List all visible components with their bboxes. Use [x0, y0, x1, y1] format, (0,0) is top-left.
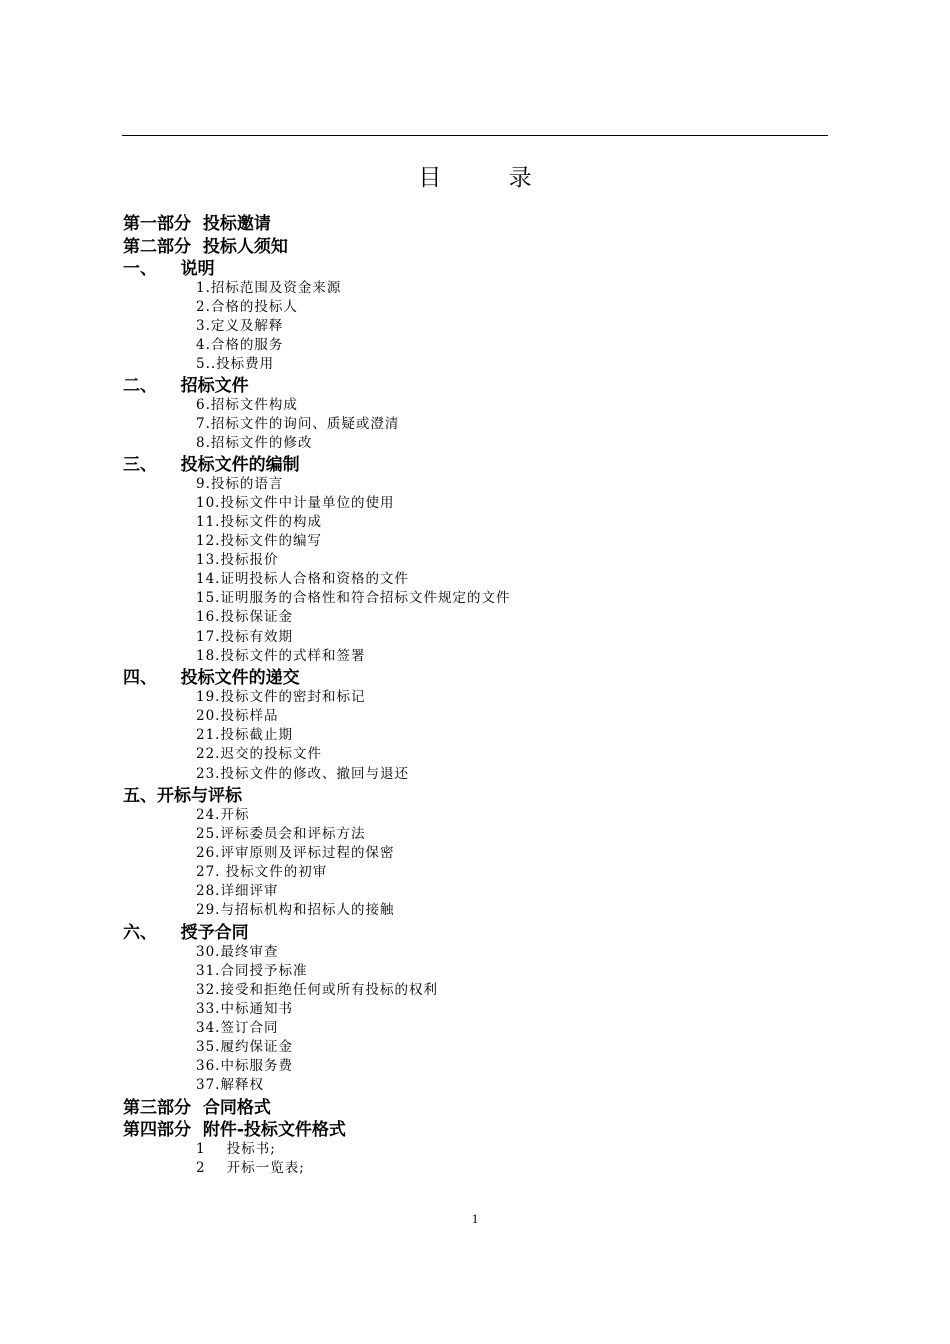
toc-item: 10.投标文件中计量单位的使用 — [196, 495, 395, 511]
toc-item: 26.评审原则及评标过程的保密 — [196, 845, 395, 861]
toc-item: 25.评标委员会和评标方法 — [196, 826, 366, 842]
toc-item: 4.合格的服务 — [196, 337, 284, 353]
toc-item: 27. 投标文件的初审 — [196, 864, 328, 880]
page-number: 1 — [471, 1211, 479, 1226]
toc-item: 14.证明投标人合格和资格的文件 — [196, 571, 409, 587]
toc-item: 9.投标的语言 — [196, 476, 284, 492]
toc-item: 17.投标有效期 — [196, 629, 293, 645]
toc-section-heading: 四、 投标文件的递交 — [123, 668, 300, 688]
toc-item: 12.投标文件的编写 — [196, 533, 322, 549]
toc-item: 24.开标 — [196, 807, 250, 823]
toc-item: 30.最终审查 — [196, 944, 279, 960]
toc-item: 35.履约保证金 — [196, 1039, 293, 1055]
toc-section-heading: 一、 说明 — [123, 259, 215, 279]
toc-item: 18.投标文件的式样和签署 — [196, 648, 366, 664]
toc-item: 5..投标费用 — [196, 356, 275, 372]
toc-item: 6.招标文件构成 — [196, 397, 298, 413]
toc-item: 34.签订合同 — [196, 1020, 279, 1036]
toc-item: 36.中标服务费 — [196, 1058, 293, 1074]
toc-item: 11.投标文件的构成 — [196, 514, 322, 530]
toc-item: 32.接受和拒绝任何或所有投标的权利 — [196, 982, 438, 998]
toc-section-heading: 二、 招标文件 — [123, 376, 249, 396]
toc-item: 8.招标文件的修改 — [196, 435, 313, 451]
toc-item: 20.投标样品 — [196, 708, 279, 724]
toc-section-heading: 五、开标与评标 — [123, 786, 242, 806]
toc-part-heading: 第三部分 合同格式 — [123, 1098, 271, 1118]
toc-item: 13.投标报价 — [196, 552, 279, 568]
toc-item: 16.投标保证金 — [196, 609, 293, 625]
toc-item: 29.与招标机构和招标人的接触 — [196, 902, 395, 918]
toc-section-heading: 六、 授予合同 — [123, 923, 249, 943]
toc-item: 21.投标截止期 — [196, 727, 293, 743]
toc-item: 22.迟交的投标文件 — [196, 746, 322, 762]
toc-item: 2.合格的投标人 — [196, 299, 298, 315]
toc-item: 7.招标文件的询问、质疑或澄清 — [196, 416, 400, 432]
toc-item: 37.解释权 — [196, 1077, 264, 1093]
toc-item: 31.合同授予标准 — [196, 963, 308, 979]
toc-item: 15.证明服务的合格性和符合招标文件规定的文件 — [196, 590, 511, 606]
page-title: 目 录 — [418, 165, 562, 191]
toc-item: 28.详细评审 — [196, 883, 279, 899]
toc-section-heading: 三、 投标文件的编制 — [123, 455, 300, 475]
toc-part-heading: 第二部分 投标人须知 — [123, 237, 288, 257]
toc-part-heading: 第一部分 投标邀请 — [123, 214, 271, 234]
toc-item: 2 开标一览表; — [196, 1160, 305, 1176]
toc-item: 1.招标范围及资金来源 — [196, 280, 342, 296]
toc-part-heading: 第四部分 附件-投标文件格式 — [123, 1120, 346, 1140]
toc-item: 1 投标书; — [196, 1141, 276, 1157]
toc-item: 3.定义及解释 — [196, 318, 284, 334]
toc-item: 23.投标文件的修改、撤回与退还 — [196, 766, 409, 782]
toc-item: 33.中标通知书 — [196, 1001, 293, 1017]
toc-item: 19.投标文件的密封和标记 — [196, 689, 366, 705]
